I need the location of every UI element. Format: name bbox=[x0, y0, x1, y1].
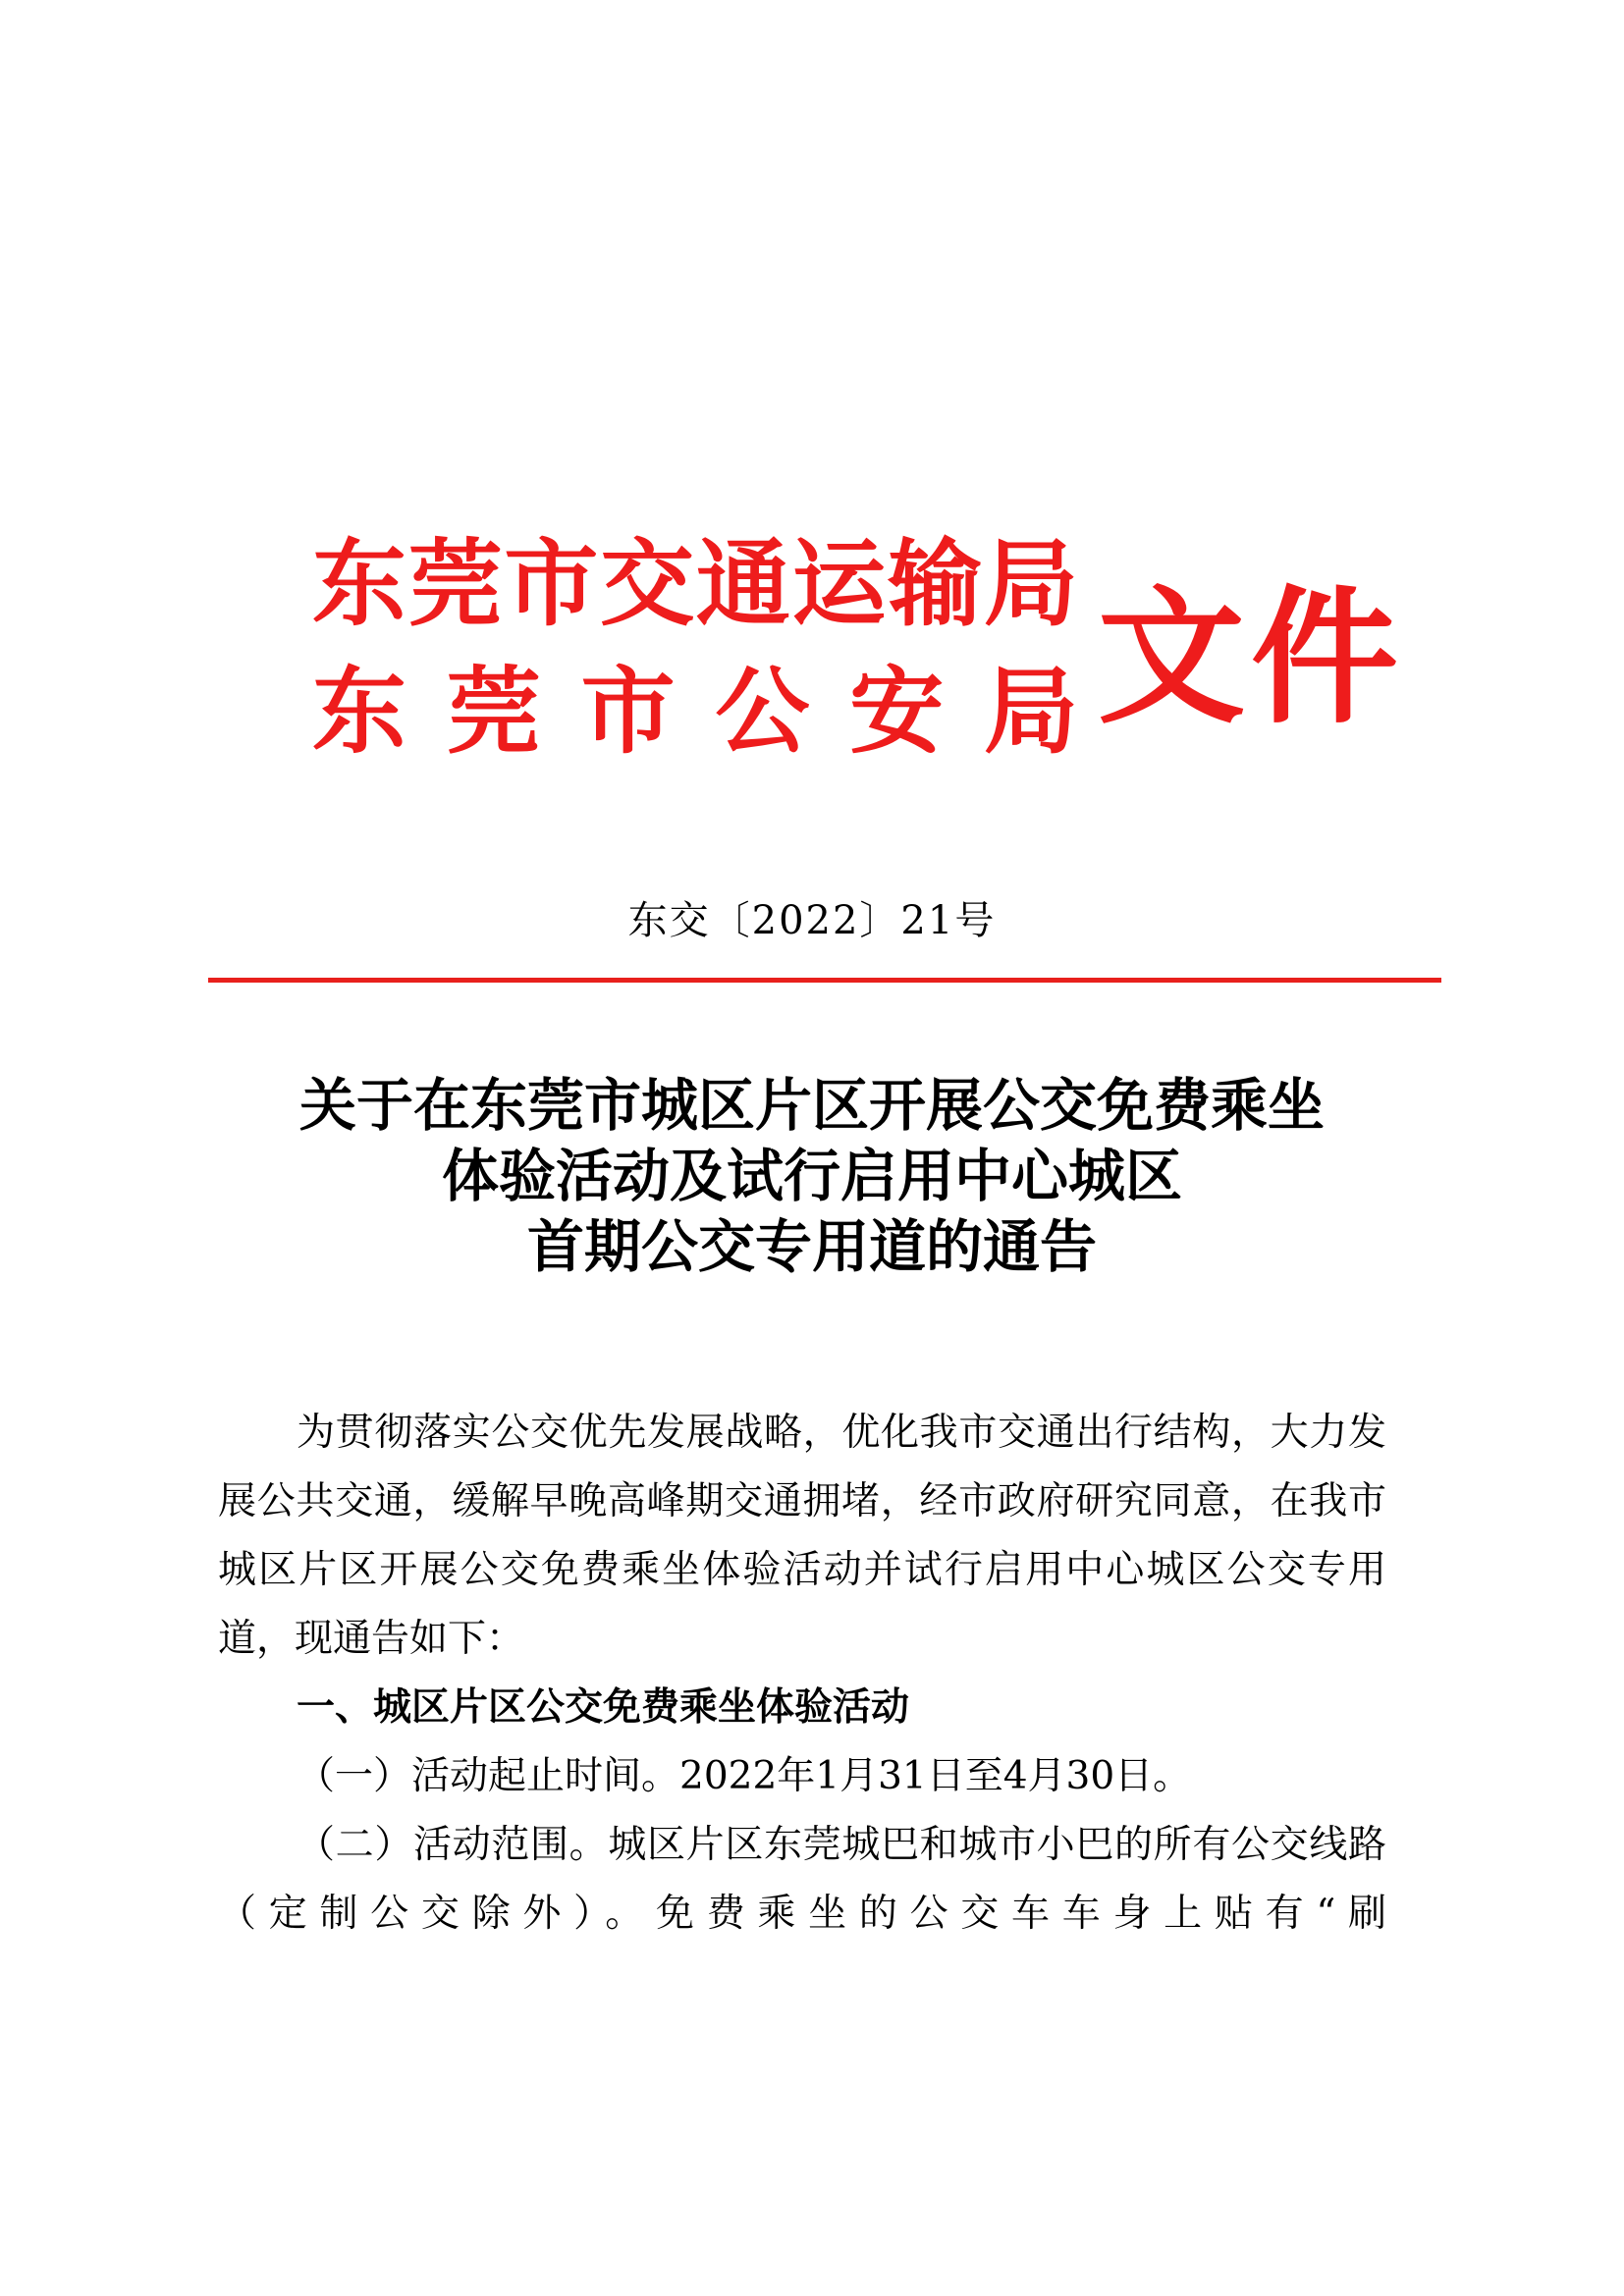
section-heading-1: 一、城区片区公交免费乘坐体验活动 bbox=[297, 1685, 910, 1730]
org-char: 输 bbox=[888, 528, 983, 639]
title-line-2: 体验活动及试行启用中心城区 bbox=[441, 1143, 1182, 1209]
org-char: 市 bbox=[580, 656, 676, 767]
org-char: 局 bbox=[983, 528, 1078, 639]
title-line-3: 首期公交专用道的通告 bbox=[526, 1213, 1097, 1280]
document-number: 东交〔2022〕21号 bbox=[627, 898, 997, 943]
org-char: 公 bbox=[715, 656, 810, 767]
intro-paragraph: 为贯彻落实公交优先发展战略，优化我市交通出行结构，大力发展公共交通，缓解早晚高峰期交通拥堵，经市政府研究同意，在我市城区片区开展公交免费乘坐体验活动并试行启用中心城区公交专用道，现通告如下： bbox=[218, 1411, 1386, 1661]
org-char: 交 bbox=[600, 528, 695, 639]
org-char: 运 bbox=[791, 528, 887, 639]
document-suffix: 文件 bbox=[1098, 571, 1405, 744]
org-char: 莞 bbox=[407, 528, 503, 639]
org-char: 通 bbox=[695, 528, 790, 639]
title-line-1: 关于在东莞市城区片区开展公交免费乘坐 bbox=[298, 1072, 1325, 1139]
document-title bbox=[0, 1070, 1624, 1282]
org-char: 东 bbox=[312, 528, 406, 639]
item-activity-period: （一）活动起止时间。2022年1月31日至4月30日。 bbox=[297, 1754, 1192, 1798]
document-body bbox=[218, 1399, 1386, 1949]
org-char: 莞 bbox=[446, 656, 541, 767]
document-header bbox=[312, 525, 1405, 780]
org-char: 安 bbox=[849, 656, 945, 767]
issuing-org-line-1 bbox=[312, 525, 1078, 643]
org-char: 市 bbox=[504, 528, 599, 639]
org-char: 局 bbox=[983, 656, 1078, 767]
org-char: 东 bbox=[312, 656, 406, 767]
item-activity-scope: （二）活动范围。城区片区东莞城巴和城市小巴的所有公交线路（定制公交除外）。免费乘坐的公交车车身上贴有“刷 bbox=[218, 1823, 1386, 1936]
issuing-org-line-2 bbox=[312, 653, 1078, 771]
header-divider bbox=[208, 978, 1441, 983]
